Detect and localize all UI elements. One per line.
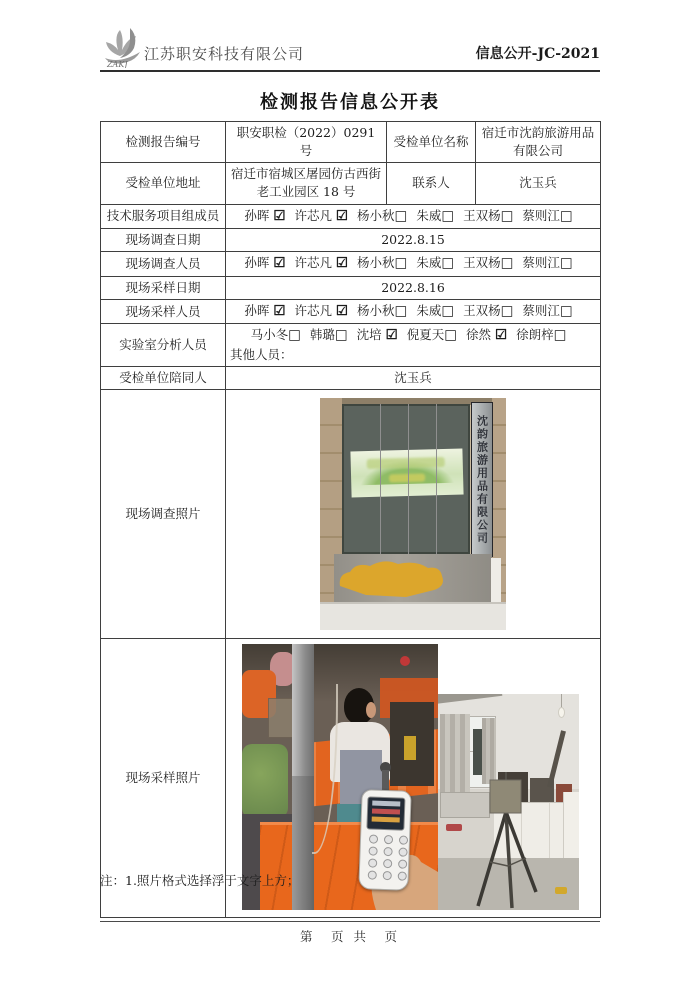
yellow-label	[404, 736, 416, 760]
person-name: 杨小秋	[357, 255, 395, 271]
person-name: 蔡则江	[522, 255, 560, 271]
person-checkbox	[516, 327, 566, 342]
empty-checkbox-icon: □	[559, 207, 573, 224]
company-name: 江苏职安科技有限公司	[144, 45, 305, 63]
person-name: 沈培	[356, 327, 386, 343]
person-name: 韩璐	[309, 327, 335, 343]
empty-checkbox-icon: □	[394, 207, 408, 224]
document-code: 信息公开-JC-2021	[475, 46, 600, 62]
escort-label: 受检单位陪同人	[101, 367, 226, 390]
person-checkbox	[463, 303, 513, 318]
person-name: 杨小秋	[357, 207, 395, 223]
empty-checkbox-icon: □	[500, 255, 514, 272]
person-name: 王双杨	[463, 207, 501, 223]
empty-checkbox-icon: □	[553, 327, 567, 344]
report-info-table	[100, 121, 601, 918]
survey-photo	[320, 398, 506, 630]
table-row	[101, 204, 601, 229]
checked-checkbox-icon: ☑	[273, 207, 286, 224]
person-checkbox	[416, 208, 454, 223]
person-checkbox	[294, 303, 348, 318]
empty-checkbox-icon: □	[394, 302, 408, 319]
company-sign-text: 沈韵旅游用品有限公司	[475, 414, 489, 545]
table-row	[101, 229, 601, 252]
survey-photo-cell	[226, 390, 601, 639]
person-name: 许芯凡	[294, 255, 336, 271]
person-checkbox	[357, 208, 407, 223]
person-checkbox	[357, 255, 407, 270]
team-label: 技术服务项目组成员	[101, 204, 226, 229]
sampling-photo-label: 现场采样照片	[101, 639, 226, 918]
report-no-label: 检测报告编号	[101, 122, 226, 163]
logo-text: ZAKJ	[107, 60, 128, 68]
person-checkbox	[466, 327, 507, 342]
person-checkbox	[522, 303, 572, 318]
sampling-date-value: 2022.8.16	[226, 276, 601, 299]
green-sack	[242, 744, 288, 818]
support-pole-lower	[292, 776, 314, 910]
sampling-staff-label: 现场采样人员	[101, 299, 226, 324]
person-name: 倪夏天	[406, 327, 445, 343]
sampling-staff	[226, 299, 601, 324]
person-checkbox	[357, 303, 407, 318]
lab-staff-label: 实验室分析人员	[101, 324, 226, 367]
person-checkbox	[294, 208, 348, 223]
table-row	[101, 122, 601, 163]
unit-name-label: 受检单位名称	[387, 122, 476, 163]
empty-checkbox-icon: □	[444, 327, 458, 344]
person-name: 许芯凡	[294, 207, 336, 223]
person-checkbox	[416, 303, 454, 318]
checked-checkbox-icon: ☑	[335, 302, 349, 319]
hanging-wire	[436, 404, 437, 554]
person-name: 徐朗梓	[516, 327, 554, 343]
person-name: 杨小秋	[357, 302, 395, 318]
hanging-wire	[408, 404, 409, 554]
unit-addr-label: 受检单位地址	[101, 163, 226, 204]
meter-screen	[366, 797, 405, 831]
person-checkbox	[522, 208, 572, 223]
person-checkbox	[416, 255, 454, 270]
person-name: 马小冬	[250, 327, 289, 343]
contact-value: 沈玉兵	[476, 163, 601, 204]
report-no-value: 职安职检（2022）0291 号	[226, 122, 387, 163]
team-members	[226, 204, 601, 229]
checked-checkbox-icon: ☑	[335, 255, 349, 272]
empty-checkbox-icon: □	[559, 255, 573, 272]
faded-banner	[350, 449, 463, 498]
worker-face	[366, 702, 376, 718]
checked-checkbox-icon: ☑	[273, 255, 286, 272]
survey-date-label: 现场调查日期	[101, 229, 226, 252]
person-name: 朱威	[416, 207, 442, 223]
person-name: 朱威	[416, 302, 442, 318]
person-checkbox	[407, 327, 457, 342]
empty-checkbox-icon: □	[334, 327, 348, 344]
person-name: 徐然	[466, 327, 496, 343]
person-checkbox	[244, 255, 285, 270]
white-post	[491, 558, 501, 603]
person-name: 王双杨	[463, 302, 501, 318]
empty-checkbox-icon: □	[500, 302, 514, 319]
empty-checkbox-icon: □	[441, 255, 455, 272]
page-title: 检测报告信息公开表	[260, 92, 440, 113]
person-checkbox	[357, 327, 398, 342]
table-row	[101, 252, 601, 277]
table-row	[101, 299, 601, 324]
page-header	[100, 26, 600, 72]
table-row	[101, 324, 601, 367]
person-name: 孙晖	[244, 255, 274, 271]
person-name: 蔡则江	[522, 207, 560, 223]
person-name: 蔡则江	[522, 302, 560, 318]
table-row	[101, 276, 601, 299]
survey-photo-label: 现场调查照片	[101, 390, 226, 639]
lab-staff-list	[251, 327, 576, 342]
person-name: 王双杨	[463, 255, 501, 271]
unit-addr-value: 宿迁市宿城区屠园仿古西街老工业园区 18 号	[226, 163, 387, 204]
checked-checkbox-icon: ☑	[385, 327, 398, 344]
contact-label: 联系人	[387, 163, 476, 204]
empty-checkbox-icon: □	[441, 302, 455, 319]
checked-checkbox-icon: ☑	[495, 327, 508, 344]
lab-staff	[226, 324, 601, 367]
empty-checkbox-icon: □	[559, 302, 573, 319]
page-footer: 第 页 共 页	[100, 921, 600, 945]
company-sign	[471, 402, 493, 557]
person-checkbox	[251, 327, 301, 342]
photo-foreground	[320, 602, 506, 630]
company-logo-icon	[100, 26, 146, 68]
survey-staff	[226, 252, 601, 277]
empty-checkbox-icon: □	[288, 327, 301, 344]
person-checkbox	[294, 255, 348, 270]
person-checkbox	[244, 208, 285, 223]
person-name: 孙晖	[244, 207, 274, 223]
yellow-paint-patch	[336, 556, 456, 600]
person-checkbox	[310, 327, 348, 342]
hanging-wire	[380, 404, 381, 554]
person-checkbox	[244, 303, 285, 318]
person-checkbox	[463, 255, 513, 270]
footnote: 注：1.照片格式选择浮于文字上方；	[100, 873, 300, 888]
lab-other-label: 其他人员：	[230, 347, 293, 362]
person-name: 许芯凡	[294, 302, 336, 318]
table-row	[101, 163, 601, 204]
escort-value: 沈玉兵	[226, 367, 601, 390]
empty-checkbox-icon: □	[500, 207, 514, 224]
checked-checkbox-icon: ☑	[273, 302, 286, 319]
person-checkbox	[463, 208, 513, 223]
survey-date-value: 2022.8.15	[226, 229, 601, 252]
survey-staff-label: 现场调查人员	[101, 252, 226, 277]
empty-checkbox-icon: □	[394, 255, 408, 272]
person-name: 孙晖	[244, 302, 274, 318]
person-checkbox	[522, 255, 572, 270]
unit-name-value: 宿迁市沈韵旅游用品有限公司	[476, 122, 601, 163]
sampling-date-label: 现场采样日期	[101, 276, 226, 299]
table-row	[101, 390, 601, 639]
checked-checkbox-icon: ☑	[335, 207, 349, 224]
person-name: 朱威	[416, 255, 442, 271]
building-panel	[342, 404, 470, 554]
empty-checkbox-icon: □	[441, 207, 455, 224]
table-row	[101, 367, 601, 390]
